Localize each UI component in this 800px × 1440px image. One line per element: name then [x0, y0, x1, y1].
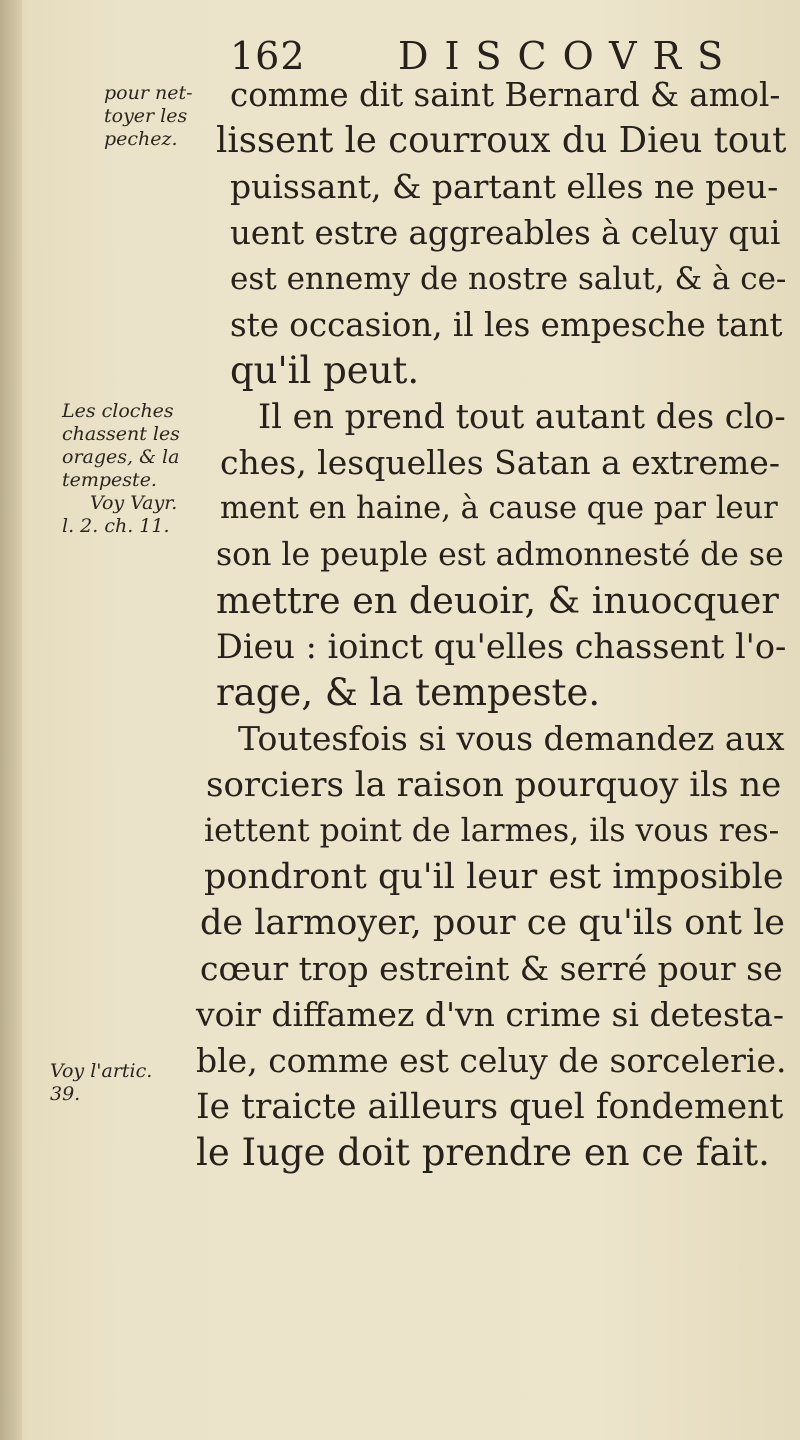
body-line: uent estre aggreables à celuy qui — [230, 214, 781, 252]
body-line: puissant, & partant elles ne peu- — [230, 167, 779, 206]
body-line: Dieu : ioinct qu'elles chassent l'o- — [216, 627, 787, 666]
margin-note-line: toyer les — [104, 105, 188, 127]
margin-note-line: 39. — [50, 1083, 81, 1105]
body-line: ble, comme est celuy de sorcelerie. — [196, 1041, 787, 1080]
body-line: son le peuple est admonnesté de se — [216, 537, 784, 573]
body-line: comme dit saint Bernard & amol- — [230, 76, 781, 114]
body-line: Toutesfois si vous demandez aux — [238, 719, 785, 758]
body-line: qu'il peut. — [230, 349, 420, 392]
margin-note-line: chassent les — [62, 423, 180, 445]
margin-note-2 — [62, 400, 180, 538]
margin-note-line: Voy l'artic. — [50, 1060, 153, 1082]
margin-note-line: l. 2. ch. 11. — [62, 515, 170, 537]
body-line: est ennemy de nostre salut, & à ce- — [230, 261, 787, 297]
margin-note-line: tempeste. — [62, 469, 157, 491]
margin-note-line: pour net- — [104, 82, 193, 104]
body-line: ment en haine, à cause que par leur — [220, 491, 778, 526]
body-line: iettent point de larmes, ils vous res- — [204, 813, 780, 849]
page-number: 162 — [230, 34, 306, 78]
body-line: mettre en deuoir, & inuocquer — [216, 579, 779, 622]
body-line: pondront qu'il leur est imposible — [204, 857, 784, 897]
body-line: le Iuge doit prendre en ce fait. — [196, 1131, 770, 1174]
margin-note-line: Les cloches — [62, 400, 174, 422]
body-line: cœur trop estreint & serré pour se — [200, 949, 783, 988]
margin-note-3 — [50, 1060, 152, 1106]
margin-note-line: Voy Vayr. — [90, 492, 178, 514]
body-line: Il en prend tout autant des clo- — [258, 397, 786, 436]
book-spine — [0, 0, 22, 1440]
margin-note-1 — [104, 82, 193, 151]
body-line: sorciers la raison pourquoy ils ne — [206, 765, 782, 805]
body-line: ches, lesquelles Satan a extreme- — [220, 443, 780, 482]
margin-note-line: pechez. — [104, 128, 178, 150]
body-line: Ie traicte ailleurs quel fondement — [196, 1087, 784, 1127]
body-line: de larmoyer, pour ce qu'ils ont le — [200, 903, 785, 943]
body-line: ste occasion, il les empesche tant — [230, 306, 783, 344]
body-text — [196, 72, 787, 1176]
body-line: lissent le courroux du Dieu tout — [216, 120, 787, 161]
body-line: voir diffamez d'vn crime si detesta- — [196, 995, 784, 1034]
body-line: rage, & la tempeste. — [216, 671, 601, 714]
running-head: DISCOVRS — [398, 34, 740, 78]
margin-note-line: orages, & la — [62, 446, 180, 468]
